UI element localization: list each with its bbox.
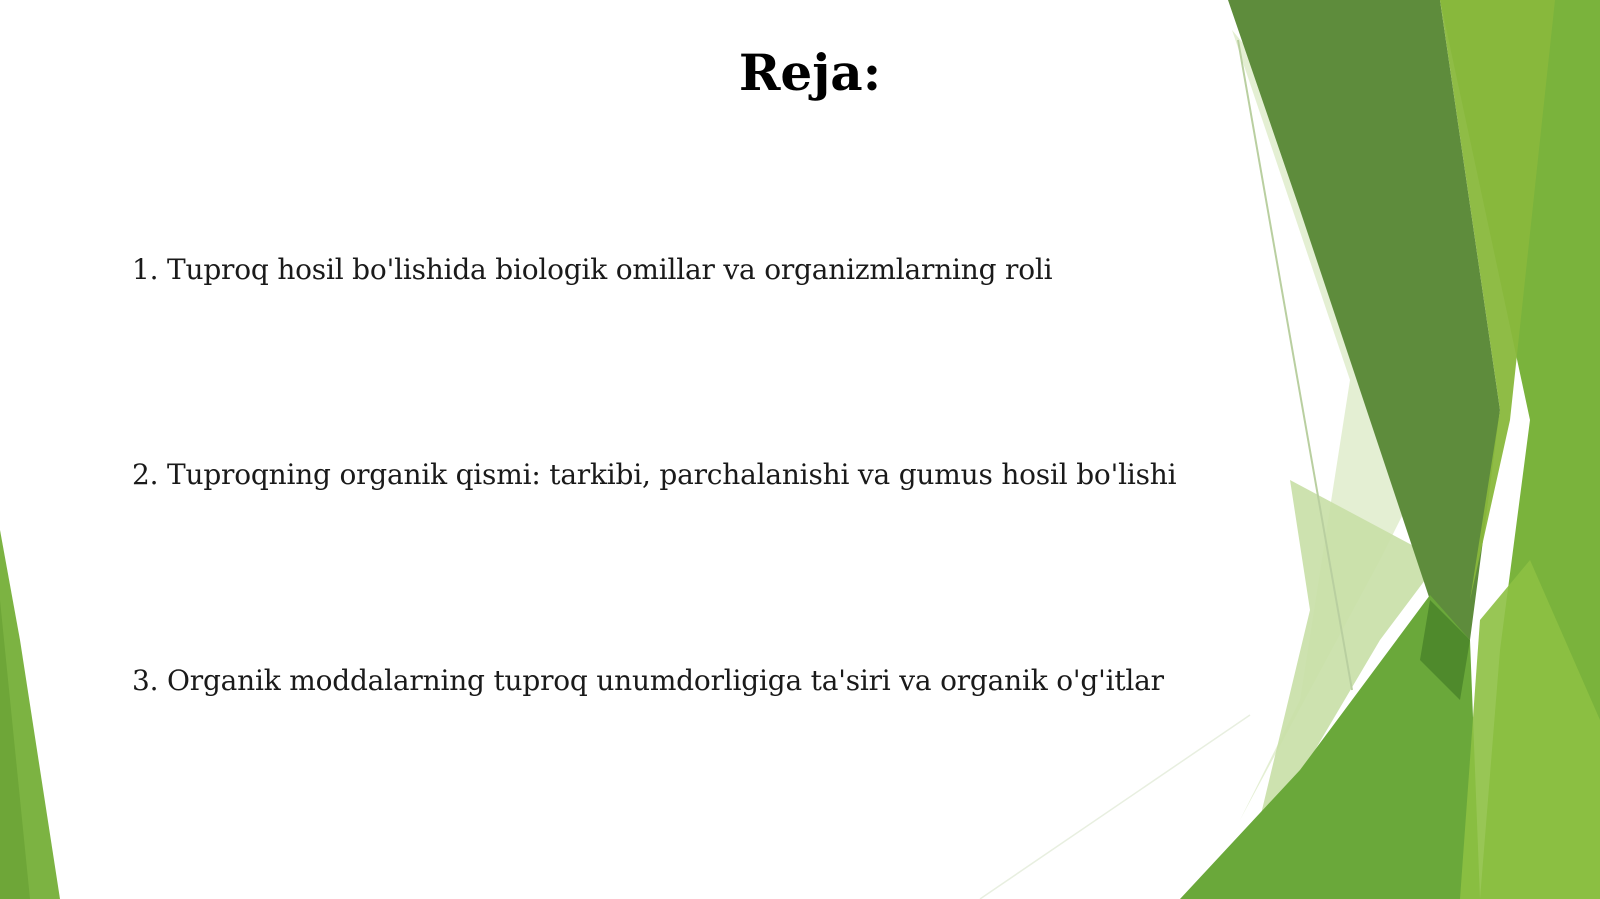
plan-item-2: 2. Tuproqning organik qismi: tarkibi, parchalanishi va gumus hosil bo'lishi [132, 458, 1177, 491]
slide-title: Reja: [738, 43, 882, 102]
plan-item-3: 3. Organik moddalarning tuproq unumdorligiga ta'siri va organik o'g'itlar [132, 664, 1164, 697]
plan-item-1: 1. Tuproq hosil bo'lishida biologik omillar va organizmlarning roli [132, 253, 1053, 286]
